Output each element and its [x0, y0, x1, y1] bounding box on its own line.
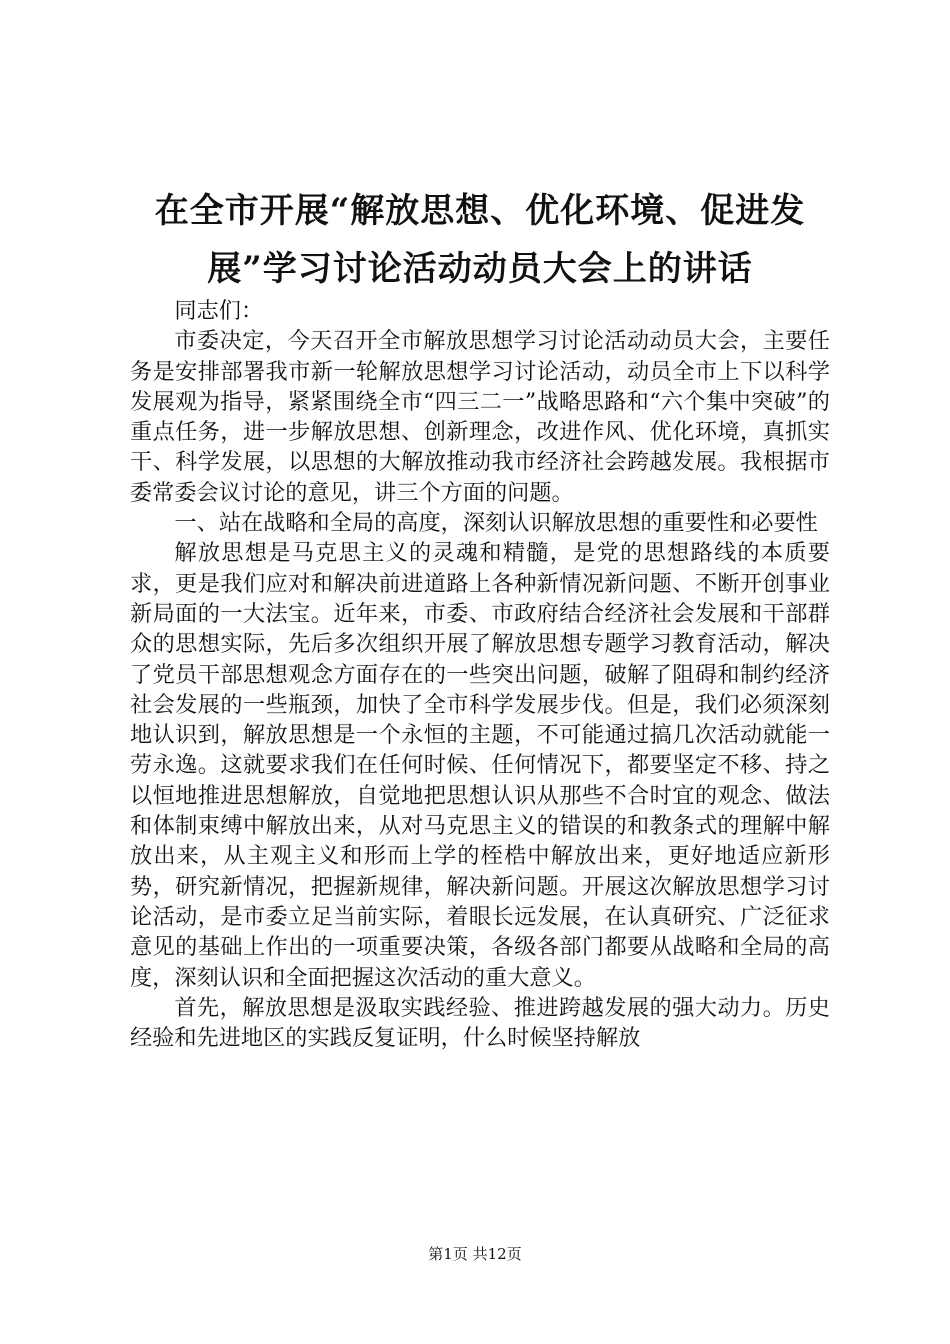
- document-title: 在全市开展“解放思想、优化环境、促进发展”学习讨论活动动员大会上的讲话: [154, 191, 806, 289]
- document-body: [130, 296, 830, 1053]
- body-paragraph: 解放思想是马克思主义的灵魂和精髓，是党的思想路线的本质要求，更是我们应对和解决前进道路上各种新情况新问题、不断开创事业新局面的一大法宝。近年来，市委、市政府结合经济社会发展和干部群众的思想实际，先后多次组织开展了解放思想专题学习教育活动，解决了党员干部思想观念方面存在的一些突出问题，破解了阻碍和制约经济社会发展的一些瓶颈，加快了全市科学发展步伐。但是，我们必须深刻地认识到，解放思想是一个永恒的主题，不可能通过搞几次活动就能一劳永逸。这就要求我们在任何时候、任何情况下，都要坚定不移、持之以恒地推进思想解放，自觉地把思想认识从那些不合时宜的观念、做法和体制束缚中解放出来，从对马克思主义的错误的和教条式的理解中解放出来，从主观主义和形而上学的桎梏中解放出来，更好地适应新形势，研究新情况，把握新规律，解决新问题。开展这次解放思想学习讨论活动，是市委立足当前实际，着眼长远发展，在认真研究、广泛征求意见的基础上作出的一项重要决策，各级各部门都要从战略和全局的高度，深刻认识和全面把握这次活动的重大意义。: [130, 540, 830, 991]
- salutation-paragraph: 同志们：: [174, 298, 264, 324]
- body-paragraph-continued: 首先，解放思想是汲取实践经验、推进跨越发展的强大动力。历史经验和先进地区的实践反复证明，什么时候坚持解放: [130, 994, 830, 1052]
- section-heading-1: 一、站在战略和全局的高度，深刻认识解放思想的重要性和必要性: [174, 510, 818, 537]
- intro-paragraph: 市委决定，今天召开全市解放思想学习讨论活动动员大会，主要任务是安排部署我市新一轮解放思想学习讨论活动，动员全市上下以科学发展观为指导，紧紧围绕全市“四三二一”战略思路和“六个集中突破”的重点任务，进一步解放思想、创新理念，改进作风、优化环境，真抓实干、科学发展，以思想的大解放推动我市经济社会跨越发展。我根据市委常委会议讨论的意见，讲三个方面的问题。: [130, 328, 830, 506]
- page-number-footer: 第1页 共12页: [428, 1245, 522, 1263]
